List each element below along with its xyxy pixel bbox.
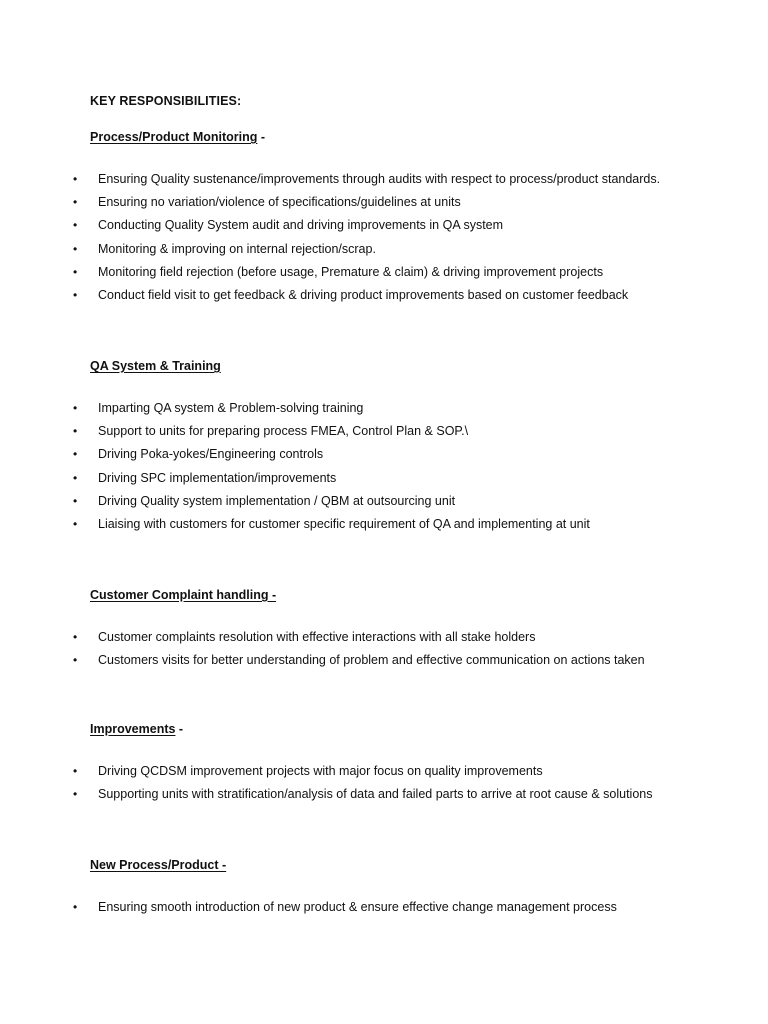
bullet-icon: • — [73, 447, 78, 462]
list-item-text: Driving SPC implementation/improvements — [98, 470, 337, 485]
list-item-text: Ensuring Quality sustenance/improvements through audits with respect to process/product standards. — [98, 172, 661, 186]
section-heading-text: Process/Product Monitoring — [90, 130, 258, 144]
list-item-text: Supporting units with stratification/analysis of data and failed parts to arrive at root cause & solutions — [98, 787, 653, 802]
section-heading-text: QA System & Training — [90, 359, 221, 373]
bullet-icon: • — [73, 287, 78, 302]
bullet-icon: • — [73, 401, 78, 415]
section-heading-text: Improvements — [90, 722, 176, 736]
section-heading-text: Customer Complaint handling - — [90, 588, 277, 602]
bullet-icon: • — [73, 195, 78, 210]
bullet-icon: • — [73, 900, 78, 914]
bullet-icon: • — [73, 241, 78, 256]
section-heading — [90, 722, 183, 736]
bullet-icon: • — [73, 218, 78, 233]
list-item-text: Driving Quality system implementation / QBM at outsourcing unit — [98, 493, 456, 508]
list-item-text: Ensuring no variation/violence of specifications/guidelines at units — [98, 195, 461, 210]
bullet-icon: • — [73, 264, 78, 279]
bullet-icon: • — [73, 764, 78, 778]
section-heading-suffix: - — [257, 130, 266, 144]
list-item-text: Conduct field visit to get feedback & driving product improvements based on customer feedback — [98, 287, 629, 302]
section-heading-text: New Process/Product - — [90, 858, 227, 872]
list-item-text: Ensuring smooth introduction of new product & ensure effective change management process — [98, 900, 617, 914]
list-item-text: Customers visits for better understanding of problem and effective communication on actions taken — [98, 653, 645, 668]
list-item-text: Customer complaints resolution with effective interactions with all stake holders — [98, 630, 536, 644]
bullet-icon: • — [73, 493, 78, 508]
list-item-text: Conducting Quality System audit and driving improvements in QA system — [98, 218, 504, 233]
list-item-text: Imparting QA system & Problem-solving training — [98, 401, 364, 415]
bullet-icon: • — [73, 172, 78, 186]
list-item-text: Driving QCDSM improvement projects with major focus on quality improvements — [98, 764, 543, 778]
list-item-text: Driving Poka-yokes/Engineering controls — [98, 447, 324, 462]
list-item-text: Monitoring field rejection (before usage, Premature & claim) & driving improvement projects — [98, 264, 604, 279]
bullet-icon: • — [73, 630, 78, 644]
section-heading — [90, 130, 265, 144]
page-title: KEY RESPONSIBILITIES: — [90, 94, 242, 108]
bullet-icon: • — [73, 424, 78, 439]
section-heading-suffix: - — [175, 722, 184, 736]
list-item-text: Support to units for preparing process FMEA, Control Plan & SOP.\ — [98, 424, 469, 439]
section-heading — [90, 588, 276, 602]
list-item-text: Monitoring & improving on internal rejection/scrap. — [98, 241, 376, 256]
section-heading — [90, 858, 226, 872]
bullet-icon: • — [73, 470, 78, 485]
bullet-icon: • — [73, 787, 78, 802]
bullet-icon: • — [73, 653, 78, 668]
list-item-text: Liaising with customers for customer specific requirement of QA and implementing at unit — [98, 516, 590, 531]
section-heading — [90, 359, 221, 373]
bullet-icon: • — [73, 516, 78, 531]
